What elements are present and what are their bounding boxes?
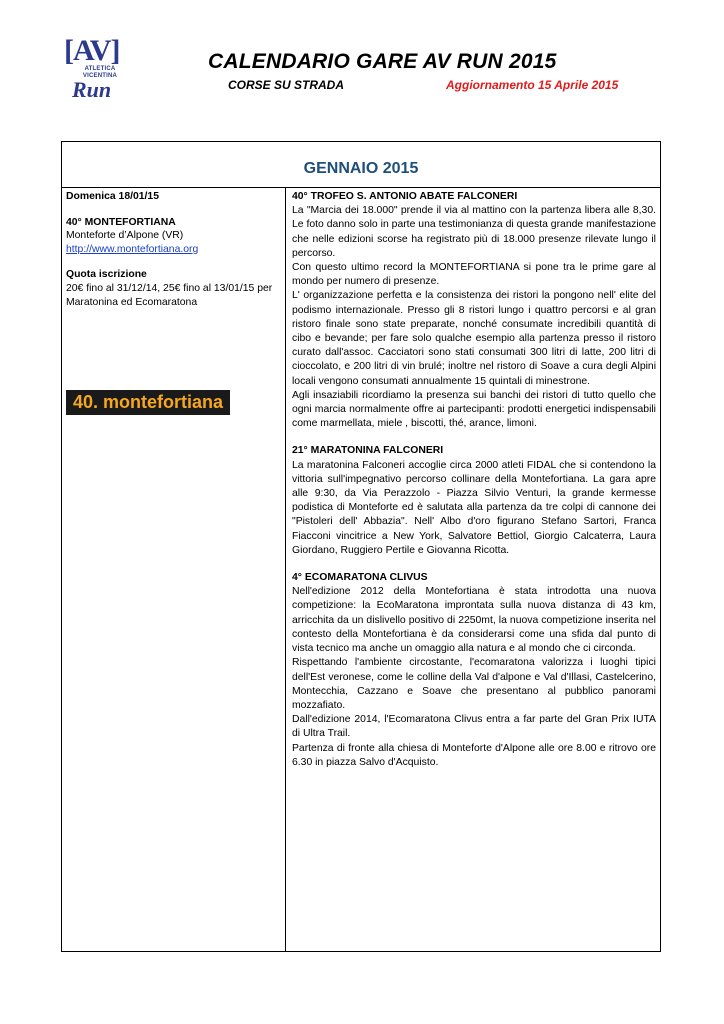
section-title: 4° ECOMARATONA CLIVUS (292, 572, 428, 584)
update-date: Aggiornamento 15 Aprile 2015 (446, 78, 619, 92)
section-paragraph: Partenza di fronte alla chiesa di Monteforte d'Alpone alle ore 8.00 e ritrovo ore 6.30 in piazza Salvo d'Acquisto. (292, 742, 656, 768)
section-paragraph: La "Marcia dei 18.000" prende il via al mattino con la partenza libera alle 8,30. Le foto danno solo in parte una testimonianza di questa grande manifestazione che nelle edizioni scorse ha registrato più di 18.000 presenze rilevate lungo il percorso. (292, 205, 656, 259)
page-subtitle: CORSE SU STRADA (228, 78, 345, 92)
event-description-column (292, 190, 656, 770)
logo-av: [AV] (64, 34, 120, 67)
event-date: Domenica 18/01/15 (66, 191, 159, 202)
av-run-logo (64, 36, 134, 106)
section-paragraph: Rispettando l'ambiente circostante, l'ecomaratona valorizza i luoghi tipici dell'Est veronese, come le colline della Val d'alpone e Val d'Illasi, Castelcerino, Montecchia, Cazzano e Soave che presentano al pubblico panorami mozzafiato. (292, 657, 656, 711)
section-paragraph: Dall'edizione 2014, l'Ecomaratona Clivus entra a far parte del Gran Prix IUTA di Ultra Trail. (292, 714, 656, 740)
section-paragraph: La maratonina Falconeri accoglie circa 2000 atleti FIDAL che si contendono la vittoria sull'impegnativo percorso collinare della Montefortiana. La gara apre alle 9:30, da Via Perazzolo - Piazza Silvio Venturi, la grande kermesse podistica di Monteforte ed è salutata alla partenza da tre colpi di cannone dei "Pistoleri dell' Abbazia". Nell' Albo d'oro figurano Stefano Sartori, Franca Fiacconi vincitrice a New York, Salvatore Bettiol, Giorgio Calcaterra, Laura Giordano, Ruggiero Pertile e Giovanna Ricotta. (292, 459, 656, 556)
section-paragraph: Con questo ultimo record la MONTEFORTIANA si pone tra le prime gare al mondo per numero di presenze. (292, 262, 656, 288)
section-paragraph: Nell'edizione 2012 della Montefortiana è stata introdotta una nuova competizione: la EcoMaratona improntata sulla nuova distanza di 43 km, arricchita da un dislivello positivo di 2250mt, la nuova competizione inserita nel contesto della Montefortiana è da considerarsi come una sfida dal punto di vista tecnico ma anche un omaggio alla natura e al mondo che ci circonda. (292, 586, 656, 655)
fee-text: 20€ fino al 31/12/14, 25€ fino al 13/01/15 per Maratonina ed Ecomaratona (66, 282, 273, 308)
section-paragraph: L' organizzazione perfetta e la consistenza dei ristori la pongono nell' elite del podismo internazionale. Presso gli 8 ristori lungo i quattro percorsi e al gran ristoro finale sono state preparate, nonché consumate incredibili quantità di cibo e bevande; per fare solo qualche esempio alla partenza presso il ristoro curato dall'assoc. Cacciatori sono stati consumati 300 litri di latte, 200 litri di cioccolato, e 200 litri di vin brulé; inoltre nel ristoro di Soave a cura degli Alpini locali vengono consumati annualmente 15 quintali di minestrone. (292, 290, 656, 387)
event-location: Monteforte d’Alpone (VR) (66, 230, 184, 242)
banner-text: 40. montefortiana (72, 391, 224, 412)
logo-subtitle: ATLETICA VICENTINA (82, 66, 118, 79)
calendar-table (61, 141, 661, 952)
section-paragraph: Agli insaziabili ricordiamo la presenza sui banchi dei ristori di tutto quello che ogni marcia normalmente offre ai partecipanti: prodotti energetici indispensabili come marmellata, miele , biscotti, thé, arance, limoni. (292, 389, 656, 430)
event-info-column (66, 190, 282, 412)
event-website-link[interactable]: http://www.montefortiana.org (66, 243, 199, 255)
section-title: 21° MARATONINA FALCONERI (292, 445, 444, 457)
page-title: CALENDARIO GARE AV RUN 2015 (208, 50, 557, 73)
event-name: 40° MONTEFORTIANA (66, 216, 176, 228)
event-banner-image (66, 390, 230, 415)
fee-label: Quota iscrizione (66, 269, 147, 281)
month-header-row (62, 142, 660, 188)
logo-run: Run (72, 77, 112, 102)
month-title: GENNAIO 2015 (303, 159, 419, 177)
section-title: 40° TROFEO S. ANTONIO ABATE FALCONERI (292, 191, 518, 202)
column-divider (285, 187, 286, 951)
